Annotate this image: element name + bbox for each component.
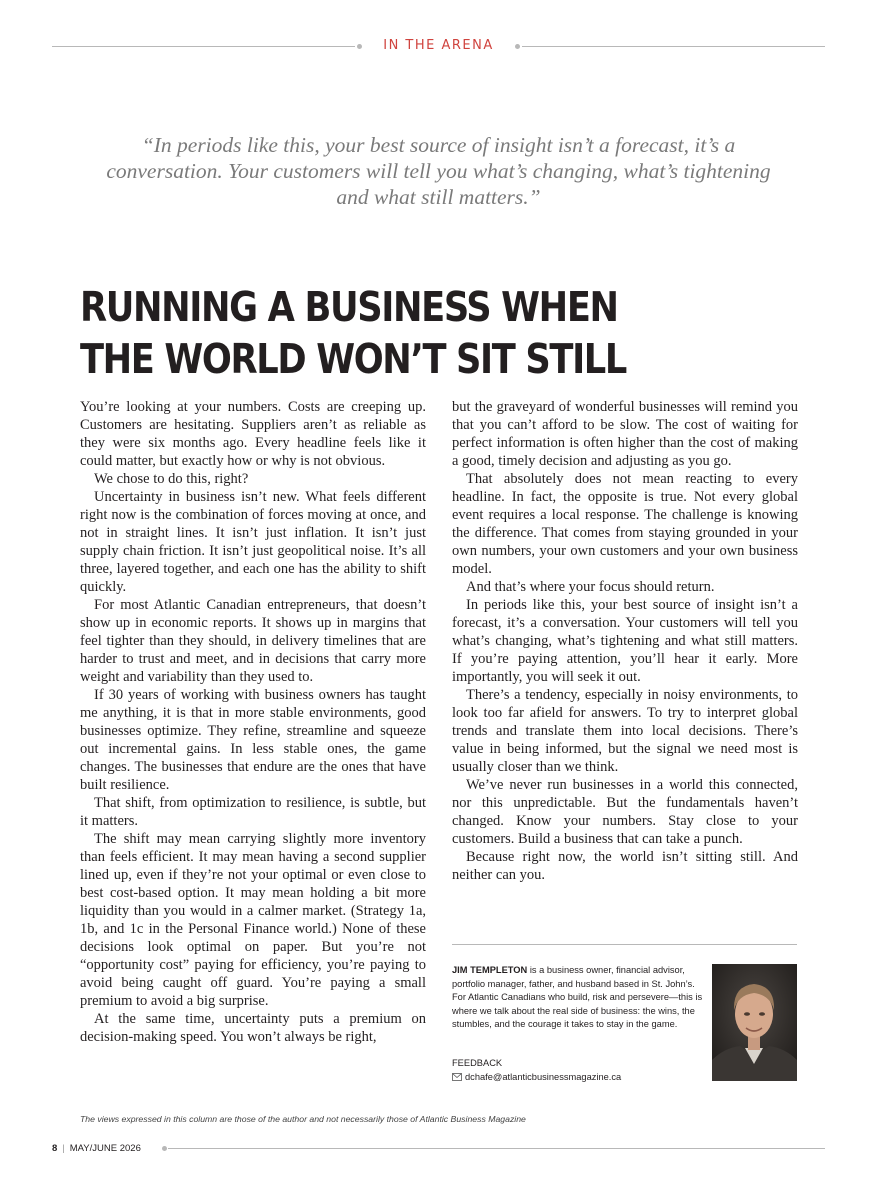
paragraph: For most Atlantic Canadian entrepreneurs, that doesn’t show up in economic reports. It shows up in margins that feel tighter than they should, in delivery timelines that are harder to trust and meet, and in decisions that carry more weight and variability than they used to. bbox=[80, 597, 426, 685]
folio-separator: | bbox=[62, 1143, 65, 1154]
section-label: IN THE ARENA bbox=[383, 38, 494, 53]
paragraph: You’re looking at your numbers. Costs are creeping up. Customers are hesitating. Suppliers aren’t as reliable as they were six months ago. Every headline feels like it could matter, but exactly how or why is not obvious. bbox=[80, 399, 426, 469]
paragraph: That shift, from optimization to resilience, is subtle, but it matters. bbox=[80, 795, 426, 829]
header-rule-right bbox=[522, 46, 825, 47]
paragraph: We chose to do this, right? bbox=[94, 471, 249, 487]
page-number: 8 bbox=[52, 1143, 58, 1154]
author-photo bbox=[712, 964, 797, 1081]
disclaimer: The views expressed in this column are those of the author and not necessarily those of Atlantic Business Magazine bbox=[80, 1114, 526, 1124]
author-bio bbox=[452, 964, 704, 1032]
header-dot-right bbox=[515, 44, 520, 49]
paragraph: In periods like this, your best source of insight isn’t a forecast, it’s a conversation. Your customers will tell you what’s changing, what’s tightening and what still matters. If you’re paying attention, you’ll hear it early. More importantly, you will seek it out. bbox=[452, 597, 798, 685]
article-column-left bbox=[80, 398, 426, 1046]
headline-line-2: THE WORLD WON’T SIT STILL bbox=[80, 335, 627, 383]
author-portrait-icon bbox=[712, 964, 797, 1081]
paragraph: Uncertainty in business isn’t new. What feels different right now is the combination of forces moving at once, and not in straight lines. It isn’t just inflation. It isn’t just supply chain friction. It isn’t just geopolitical noise. It’s all three, layered together, and each one has the ability to shift quickly. bbox=[80, 489, 426, 595]
paragraph: The shift may mean carrying slightly more inventory than feels efficient. It may mean having a second supplier lined up, even if they’re not your optimal or even close to best cost-based option. It may mean holding a bit more liquidity than you would in a calmer market. (Strategy 1a, 1b, and 1c in the Personal Finance world.) None of these decisions look optimal on paper. But you’re not “opportunity cost” paying for efficiency, you’re paying to avoid being caught off guard. You’re paying a small premium to avoid a big surprise. bbox=[80, 831, 426, 1009]
feedback-email[interactable] bbox=[452, 1072, 621, 1082]
pull-quote: “In periods like this, your best source of insight isn’t a forecast, it’s a conversation. Your customers will tell you what’s changing, what’s tightening and what still matters.” bbox=[106, 133, 771, 209]
paragraph: but the graveyard of wonderful businesses will remind you that you can’t afford to be slow. The cost of waiting for perfect information is often higher than the cost of making a good, timely decision and adjusting as you go. bbox=[452, 399, 798, 469]
issue-date: MAY/JUNE 2026 bbox=[69, 1143, 141, 1154]
footer-dot bbox=[162, 1146, 167, 1151]
feedback-email-text[interactable]: dchafe@atlanticbusinessmagazine.ca bbox=[465, 1072, 622, 1082]
author-bio-text: is a business owner, financial advisor, portfolio manager, father, and husband based in St. John’s. For Atlantic Canadians who build, risk and persevere—this is where we talk about the real side of business: the wins, the stumbles, and the courage it takes to stay in the game. bbox=[452, 965, 703, 1030]
author-name: JIM TEMPLETON bbox=[452, 965, 528, 975]
headline-line-1: RUNNING A BUSINESS WHEN bbox=[80, 283, 618, 331]
bio-divider bbox=[452, 944, 797, 945]
footer-rule bbox=[168, 1148, 825, 1149]
paragraph: And that’s where your focus should return. bbox=[466, 579, 715, 595]
paragraph: Because right now, the world isn’t sitting still. And neither can you. bbox=[452, 849, 798, 883]
header-rule-left bbox=[52, 46, 355, 47]
paragraph: If 30 years of working with business owners has taught me anything, it is that in more stable environments, good businesses optimize. They refine, streamline and squeeze out incremental gains. In less stable ones, the game changes. The businesses that endure are the ones that have built resilience. bbox=[80, 687, 426, 793]
paragraph: There’s a tendency, especially in noisy environments, to look too far afield for answers. To try to interpret global trends and translate them into local decisions. There’s value in being informed, but the signal we need most is usually closer than we think. bbox=[452, 687, 798, 775]
paragraph: That absolutely does not mean reacting to every headline. In fact, the opposite is true. Not every global event requires a local response. The challenge is knowing the difference. That comes from staying grounded in your own numbers, your own customers and your own business model. bbox=[452, 471, 798, 577]
paragraph: At the same time, uncertainty puts a premium on decision-making speed. You won’t always be right, bbox=[80, 1011, 426, 1045]
folio bbox=[52, 1143, 141, 1154]
article-column-right bbox=[452, 398, 798, 884]
feedback-label: FEEDBACK bbox=[452, 1058, 503, 1068]
headline bbox=[80, 281, 699, 385]
mail-icon bbox=[452, 1073, 462, 1081]
paragraph: We’ve never run businesses in a world this connected, nor this unpredictable. But the fundamentals haven’t changed. Know your numbers. Stay close to your customers. Build a business that can take a punch. bbox=[452, 777, 798, 847]
